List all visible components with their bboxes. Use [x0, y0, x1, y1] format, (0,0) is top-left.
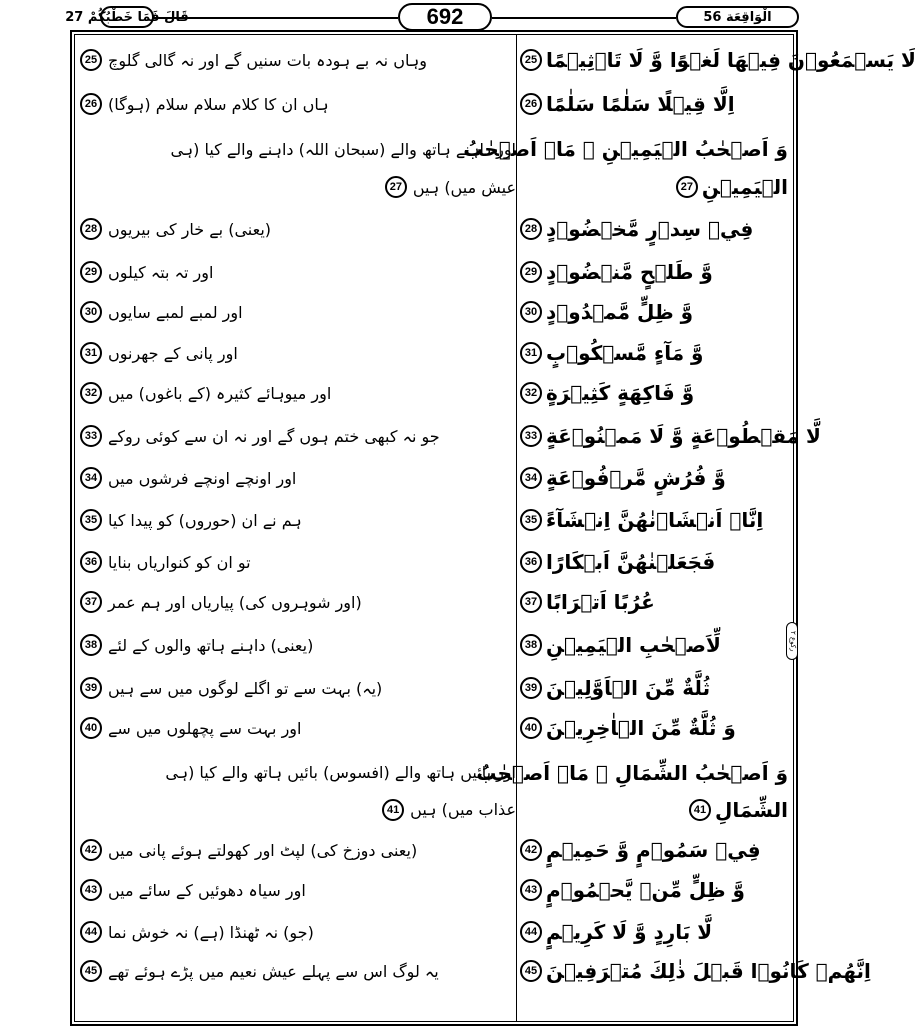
arabic-verse — [520, 668, 788, 708]
urdu-translation-text: اور داہنے ہاتھ والے (سبحان اللہ) داہنے والے کیا (ہی — [170, 139, 516, 159]
arabic-verse — [520, 252, 788, 292]
urdu-translation-text: اور پانی کے جھرنوں — [108, 343, 238, 363]
urdu-translation-line — [80, 626, 313, 664]
urdu-translation-text: (یعنی دوزخ کی) لپٹ اور کھولتے ہوئے پانی میں — [108, 840, 418, 860]
surah-name-box — [676, 6, 799, 28]
verse-row — [74, 416, 821, 456]
urdu-translation-text: اور سیاہ دھوئیں کے سائے میں — [108, 880, 306, 900]
verse-number-badge: 31 — [80, 342, 102, 364]
arabic-verse — [520, 870, 788, 910]
urdu-translation-line — [80, 417, 440, 455]
urdu-translation-line — [80, 952, 439, 990]
urdu-translation-text: اور بہت سے پچھلوں میں سے — [108, 718, 302, 738]
urdu-translation-line — [80, 669, 382, 707]
verse-number-badge: 25 — [80, 49, 102, 71]
verse-row — [74, 500, 794, 540]
urdu-translation — [80, 500, 516, 540]
arabic-verse-text: وَ اَصۡحٰبُ الشِّمَالِ ۙ مَاۤ اَصۡحٰبُ — [476, 760, 788, 785]
arabic-verse-line — [520, 543, 715, 581]
urdu-translation — [80, 708, 516, 748]
arabic-verse-text: اِنَّهُمۡ كَانُوۡا قَبۡلَ ذٰلِكَ مُتۡرَفِيۡنَ — [546, 959, 871, 983]
urdu-translation-text: عذاب میں) ہیں — [410, 800, 516, 819]
arabic-verse-text: عُرُبًا اَتۡرَابًا — [546, 590, 655, 614]
urdu-translation — [80, 458, 516, 498]
verse-row — [74, 870, 794, 910]
arabic-verse — [520, 582, 788, 622]
arabic-verse-text: ثُلَّةٌ مِّنَ الۡاَوَّلِيۡنَ — [546, 676, 711, 700]
arabic-verse-text: فِيۡ سَمُوۡمٍ وَّ حَمِيۡمٍ — [546, 838, 761, 862]
arabic-verse-line — [520, 374, 694, 412]
arabic-verse — [520, 830, 788, 870]
urdu-translation-text: (جو) نہ ٹھنڈا (ہے) نہ خوش نما — [108, 922, 314, 942]
verse-number-badge: 35 — [80, 509, 102, 531]
arabic-verse-line — [520, 669, 710, 707]
urdu-translation-text: (یعنی) بے خار کی بیریوں — [108, 219, 272, 239]
urdu-translation-text: (یہ) بہت سے تو اگلے لوگوں میں سے ہیں — [108, 678, 383, 698]
verse-row — [74, 582, 794, 622]
verse-row — [74, 708, 794, 748]
verse-number-badge: 39 — [80, 677, 102, 699]
urdu-translation — [80, 333, 516, 373]
arabic-verse-text: وَّ مَآءٍ مَّسۡكُوۡبٍ — [546, 341, 704, 365]
ruku-mark-text: ركوع ٢ — [789, 630, 797, 652]
arabic-verse-text: وَّ فَاكِهَةٍ كَثِيۡرَةٍ — [546, 381, 695, 405]
urdu-translation-line — [80, 459, 296, 497]
verse-number-badge: 32 — [520, 382, 542, 404]
arabic-verse-text: وَّ ظِلٍّ مَّمۡدُوۡدٍ — [546, 300, 694, 324]
arabic-verse-line — [520, 459, 726, 497]
urdu-translation — [80, 252, 516, 292]
urdu-translation-line — [385, 168, 516, 206]
verse-row — [74, 40, 916, 80]
urdu-translation-line — [80, 210, 271, 248]
arabic-verse-line — [520, 41, 916, 79]
urdu-translation — [80, 373, 516, 413]
para-name-box — [65, 6, 189, 28]
arabic-verse — [520, 625, 788, 665]
verse-number-badge: 38 — [520, 634, 542, 656]
verse-number-badge: 34 — [520, 467, 542, 489]
arabic-verse-text: وَ ثُلَّةٌ مِّنَ الۡاٰخِرِيۡنَ — [546, 716, 736, 740]
urdu-translation-text: اور تہ بتہ کیلوں — [108, 262, 214, 282]
verse-number-badge: 28 — [520, 218, 542, 240]
verse-row — [74, 252, 794, 292]
arabic-verse-line — [520, 293, 693, 331]
urdu-translation — [80, 292, 516, 332]
arabic-verse — [520, 373, 788, 413]
verse-number-badge: 42 — [520, 839, 542, 861]
verse-number-badge: 41 — [689, 799, 711, 821]
urdu-translation-text: اور میوہائے کثیرہ (کے باغوں) میں — [108, 383, 332, 403]
urdu-translation-text: (یعنی) داہنے ہاتھ والوں کے لئے — [108, 635, 314, 655]
verse-row — [74, 84, 794, 124]
arabic-verse — [520, 458, 788, 498]
arabic-verse-text: الۡيَمِيۡنِ — [701, 175, 788, 199]
verse-number-badge: 37 — [80, 591, 102, 613]
verse-number-badge: 33 — [80, 425, 102, 447]
page-number: 692 — [426, 4, 464, 29]
urdu-translation-line — [382, 791, 516, 828]
urdu-translation — [80, 830, 516, 870]
verse-row — [74, 750, 794, 822]
arabic-verse-line — [520, 334, 703, 372]
verse-number-badge: 39 — [520, 677, 542, 699]
arabic-verse-line — [520, 831, 761, 869]
verse-row — [74, 373, 794, 413]
urdu-translation-line — [80, 583, 362, 621]
urdu-translation-line — [80, 374, 331, 412]
urdu-translation — [80, 625, 516, 665]
verse-number-badge: 44 — [520, 921, 542, 943]
arabic-verse-line — [520, 417, 821, 455]
arabic-verse-line — [676, 168, 788, 206]
urdu-translation — [80, 126, 516, 206]
verse-number-badge: 37 — [520, 591, 542, 613]
urdu-translation — [80, 40, 516, 80]
verse-number-badge: 36 — [80, 551, 102, 573]
arabic-verse-text: فَجَعَلۡنٰهُنَّ اَبۡكَارًا — [546, 550, 716, 574]
urdu-translation-line — [80, 709, 301, 747]
page-number-box — [398, 3, 492, 31]
verse-number-badge: 26 — [520, 93, 542, 115]
urdu-translation — [80, 582, 516, 622]
verse-row — [74, 458, 794, 498]
urdu-translation — [80, 84, 516, 124]
urdu-translation-text: ہاں ان کا کلام سلام سلام (ہوگا) — [108, 94, 329, 114]
arabic-verse-text: لَّا مَقۡطُوۡعَةٍ وَّ لَا مَمۡنُوۡعَةٍ — [546, 424, 821, 448]
verse-row — [74, 830, 794, 870]
arabic-verse-line — [520, 913, 712, 951]
urdu-translation-line — [80, 293, 243, 331]
page-header — [0, 0, 801, 32]
arabic-verse-line — [520, 952, 871, 990]
verse-row — [74, 126, 794, 199]
verse-number-badge: 38 — [80, 634, 102, 656]
arabic-verse — [520, 951, 871, 991]
urdu-translation-text: اور اونچے اونچے فرشوں میں — [108, 468, 297, 488]
arabic-verse-line — [520, 709, 736, 747]
arabic-verse-line — [463, 130, 788, 168]
arabic-verse-text: لَّا بَارِدٍ وَّ لَا كَرِيۡمٍ — [546, 920, 713, 944]
verse-number-badge: 41 — [382, 799, 404, 821]
urdu-translation-line — [80, 334, 238, 372]
arabic-verse — [520, 209, 788, 249]
verse-number-badge: 25 — [520, 49, 542, 71]
arabic-verse-text: اِلَّا قِيۡلًا سَلٰمًا سَلٰمًا — [546, 92, 735, 116]
arabic-verse-line — [520, 871, 745, 909]
arabic-verse-line — [520, 501, 763, 539]
arabic-verse-text: وَ اَصۡحٰبُ الۡيَمِيۡنِ ۙ مَاۤ اَصۡحٰبُ — [463, 137, 788, 161]
urdu-translation-text: (اور شوہروں کی) پیاریاں اور ہم عمر — [108, 592, 362, 612]
urdu-translation-line — [80, 831, 417, 869]
verse-number-badge: 29 — [520, 261, 542, 283]
arabic-verse-text: لَا يَسۡمَعُوۡنَ فِيۡهَا لَغۡوًا وَّ لَا تَاۡثِيۡمًا — [546, 48, 916, 72]
verse-number-badge: 28 — [80, 218, 102, 240]
arabic-verse — [520, 542, 788, 582]
arabic-verse-text: الشِّمَالِ — [715, 797, 788, 822]
verse-number-badge: 27 — [676, 176, 698, 198]
arabic-verse — [520, 416, 821, 456]
arabic-verse — [520, 500, 788, 540]
urdu-translation-text: عیش میں) ہیں — [412, 177, 516, 197]
urdu-translation-text: اور بائیں ہاتھ والے (افسوس) بائیں ہاتھ والے کیا (ہی — [165, 763, 516, 782]
verse-row — [74, 625, 794, 665]
para-name: قَالَ فَمَا خَطْبُكُمْ 27 — [65, 9, 189, 25]
verse-number-badge: 45 — [520, 960, 542, 982]
arabic-verse — [520, 84, 788, 124]
verse-number-badge: 40 — [520, 717, 542, 739]
arabic-verse-text: وَّ طَلۡحٍ مَّنۡضُوۡدٍ — [546, 260, 713, 284]
verse-number-badge: 45 — [80, 960, 102, 982]
arabic-verse — [520, 912, 788, 952]
verse-number-badge: 43 — [80, 879, 102, 901]
verse-number-badge: 35 — [520, 509, 542, 531]
urdu-translation-line — [80, 501, 302, 539]
arabic-verse-text: وَّ فُرُشٍ مَّرۡفُوۡعَةٍ — [546, 466, 726, 490]
arabic-verse-text: لِّاَصۡحٰبِ الۡيَمِيۡنِ — [546, 633, 721, 657]
urdu-translation-text: یہ لوگ اس سے پہلے عیش نعیم میں پڑے ہوئے تھے — [108, 961, 439, 981]
verse-number-badge: 30 — [520, 301, 542, 323]
urdu-translation-text: جو نہ کبھی ختم ہوں گے اور نہ ان سے کوئی روکے — [108, 426, 440, 446]
arabic-verse-line — [520, 210, 753, 248]
verse-number-badge: 32 — [80, 382, 102, 404]
verse-number-badge: 36 — [520, 551, 542, 573]
verse-row — [74, 292, 794, 332]
arabic-verse-line — [520, 253, 713, 291]
header-rule-right — [492, 17, 676, 19]
verse-number-badge: 27 — [385, 176, 407, 198]
arabic-verse-text: فِيۡ سِدۡرٍ مَّخۡضُوۡدٍ — [546, 217, 754, 241]
verse-number-badge: 42 — [80, 839, 102, 861]
verse-number-badge: 33 — [520, 425, 542, 447]
verse-row — [74, 209, 794, 249]
verse-number-badge: 40 — [80, 717, 102, 739]
urdu-translation-line — [80, 871, 306, 909]
urdu-translation — [80, 542, 516, 582]
urdu-translation-text: ہم نے ان (حوروں) کو پیدا کیا — [108, 510, 302, 530]
urdu-translation-text: اور لمبے لمبے سایوں — [108, 302, 243, 322]
verse-number-badge: 43 — [520, 879, 542, 901]
arabic-verse-text: وَّ ظِلٍّ مِّنۡ يَّحۡمُوۡمٍ — [546, 878, 745, 902]
arabic-verse-line — [520, 583, 655, 621]
verse-row — [74, 912, 794, 952]
arabic-verse — [476, 750, 788, 828]
urdu-translation — [80, 750, 516, 828]
verse-number-badge: 34 — [80, 467, 102, 489]
urdu-translation — [80, 209, 516, 249]
urdu-translation-line — [80, 85, 329, 123]
arabic-verse-line — [520, 626, 721, 664]
arabic-verse-line — [476, 754, 788, 791]
urdu-translation-line — [80, 913, 314, 951]
verse-number-badge: 30 — [80, 301, 102, 323]
arabic-verse — [520, 333, 788, 373]
urdu-translation — [80, 870, 516, 910]
urdu-translation-line — [165, 754, 516, 791]
verse-row — [74, 333, 794, 373]
surah-name: الْوَاقِعَة 56 — [703, 9, 772, 25]
verse-row — [74, 542, 794, 582]
verse-number-badge: 26 — [80, 93, 102, 115]
arabic-verse-text: اِنَّاۤ اَنۡشَاۡنٰهُنَّ اِنۡشَآءً — [546, 508, 764, 532]
urdu-translation-line — [80, 543, 251, 581]
urdu-translation — [80, 951, 516, 991]
verse-row — [74, 951, 871, 991]
arabic-verse — [520, 292, 788, 332]
arabic-verse-line — [520, 85, 735, 123]
urdu-translation — [80, 912, 516, 952]
verse-number-badge: 31 — [520, 342, 542, 364]
arabic-verse — [520, 708, 788, 748]
arabic-verse-line — [689, 791, 788, 828]
verse-number-badge: 44 — [80, 921, 102, 943]
arabic-verse — [520, 40, 916, 80]
urdu-translation-text: وہاں نہ بے ہودہ بات سنیں گے اور نہ گالی گلوچ — [108, 50, 427, 70]
verse-number-badge: 29 — [80, 261, 102, 283]
verse-row — [74, 668, 794, 708]
urdu-translation — [80, 416, 516, 456]
urdu-translation-text: تو ان کو کنواریاں بنایا — [108, 552, 251, 572]
urdu-translation — [80, 668, 516, 708]
urdu-translation-line — [80, 253, 213, 291]
urdu-translation-line — [80, 41, 427, 79]
